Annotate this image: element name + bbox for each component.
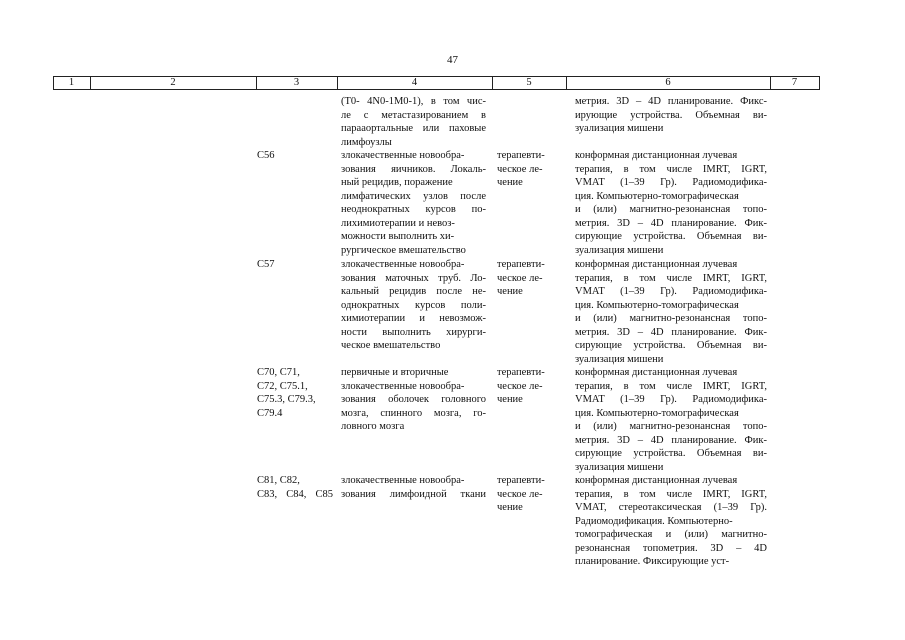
- treatment-method-line: VMAT, стереотаксическая (1–39 Гр).: [575, 502, 767, 514]
- treatment-method-line: терапия, в том числе IMRT, IGRT,: [575, 163, 767, 175]
- treatment-type-line: чение: [497, 177, 523, 189]
- diagnosis-line: злокачественные новообра-: [341, 475, 465, 486]
- treatment-method-line: VMAT (1–39 Гр). Радиомодифика-: [575, 394, 767, 406]
- treatment-method-line: ция. Компьютерно-томографическая: [575, 190, 739, 202]
- diagnosis-line: лимфатических узлов после: [341, 190, 486, 202]
- treatment-type-line: терапевти-: [497, 259, 545, 270]
- treatment-method-line: метрия. 3D – 4D планирование. Фикс-: [575, 96, 767, 107]
- treatment-method-line: терапия, в том числе IMRT, IGRT,: [575, 380, 767, 392]
- header-col-4: 4: [411, 77, 418, 88]
- treatment-method-line: конформная дистанционная лучевая: [575, 150, 738, 161]
- treatment-method-line: конформная дистанционная лучевая: [575, 259, 738, 270]
- diagnosis-line: злокачественные новообра-: [341, 259, 465, 270]
- diagnosis-line: зования лимфоидной ткани: [341, 488, 486, 500]
- diagnosis-line: химиотерапии и невозмож-: [341, 313, 486, 325]
- diagnosis-line: первичные и вторичные: [341, 367, 449, 378]
- treatment-method-line: конформная дистанционная лучевая: [575, 475, 738, 486]
- treatment-method-line: планирование. Фиксирующие уст-: [575, 556, 730, 568]
- treatment-method-line: сирующие устройства. Объемная ви-: [575, 448, 767, 460]
- diagnosis-line: зования оболочек головного: [341, 394, 486, 406]
- treatment-method-line: зуализация мишени: [575, 353, 664, 365]
- treatment-method-line: метрия. 3D – 4D планирование. Фик-: [575, 217, 767, 229]
- treatment-type-line: ческое ле-: [497, 272, 543, 284]
- treatment-method-line: метрия. 3D – 4D планирование. Фик-: [575, 434, 767, 446]
- icd-code-line: C72, C75.1,: [257, 380, 308, 392]
- diagnosis-line: неоднократных курсов по-: [341, 204, 486, 216]
- header-col-6: 6: [665, 77, 671, 88]
- diagnosis-line: парааортальные или паховые: [341, 123, 486, 135]
- icd-code-line: C56: [257, 150, 275, 161]
- treatment-type-line: ческое ле-: [497, 488, 543, 500]
- treatment-method-line: ция. Компьютерно-томографическая: [575, 407, 739, 419]
- diagnosis-line: однократных курсов поли-: [341, 299, 486, 311]
- treatment-method-line: и (или) магнитно-резонансная топо-: [575, 204, 767, 216]
- diagnosis-line: (T0- 4N0-1M0-1), в том чис-: [341, 96, 486, 107]
- header-col-5: 5: [526, 77, 532, 88]
- diagnosis-line: ловного мозга: [341, 421, 405, 433]
- treatment-method-line: и (или) магнитно-резонансная топо-: [575, 313, 767, 325]
- header-col-2: 2: [170, 77, 176, 88]
- diagnosis-line: кальный рецидив после не-: [341, 286, 486, 298]
- header-col-3: 3: [293, 77, 300, 88]
- diagnosis-line: лихимиотерапии и невоз-: [341, 217, 455, 229]
- icd-code-line: C75.3, C79.3,: [257, 394, 316, 406]
- icd-code-line: C57: [257, 259, 275, 270]
- treatment-type-line: терапевти-: [497, 150, 545, 161]
- treatment-method-line: терапия, в том числе IMRT, IGRT,: [575, 272, 767, 284]
- table-header-row: [53, 76, 819, 90]
- diagnosis-line: рургическое вмешательство: [341, 244, 466, 256]
- treatment-type-line: ческое ле-: [497, 380, 543, 392]
- page-number: 47: [447, 54, 458, 66]
- treatment-method-line: и (или) магнитно-резонансная топо-: [575, 421, 767, 433]
- header-col-1: 1: [68, 77, 75, 88]
- diagnosis-line: мозга, спинного мозга, го-: [341, 407, 486, 419]
- diagnosis-line: ческое вмешательство: [341, 340, 441, 352]
- diagnosis-line: ле с метастазированием в: [341, 109, 486, 121]
- icd-code-line: C83, C84, C85: [257, 488, 333, 500]
- treatment-method-line: VMAT (1–39 Гр). Радиомодифика-: [575, 286, 767, 298]
- treatment-method-line: томографическая и (или) магнитно-: [575, 529, 767, 541]
- icd-code-line: C81, C82,: [257, 475, 300, 486]
- treatment-type-line: ческое ле-: [497, 163, 543, 175]
- treatment-method-line: зуализация мишени: [575, 123, 664, 135]
- treatment-method-line: VMAT (1–39 Гр). Радиомодифика-: [575, 177, 767, 189]
- treatment-method-line: зуализация мишени: [575, 461, 664, 473]
- diagnosis-line: зования яичников. Локаль-: [341, 163, 486, 175]
- header-col-7: 7: [791, 77, 798, 88]
- diagnosis-line: ный рецидив, поражение: [341, 177, 453, 189]
- diagnosis-line: ности выполнить хирурги-: [341, 326, 486, 338]
- treatment-method-line: конформная дистанционная лучевая: [575, 367, 738, 378]
- treatment-method-line: ирующие устройства. Объемная ви-: [575, 109, 767, 121]
- treatment-type-line: чение: [497, 394, 523, 406]
- diagnosis-line: злокачественные новообра-: [341, 150, 465, 161]
- treatment-method-line: сирующие устройства. Объемная ви-: [575, 340, 767, 352]
- header-divider: [819, 76, 820, 90]
- treatment-type-line: терапевти-: [497, 367, 545, 378]
- treatment-method-line: метрия. 3D – 4D планирование. Фик-: [575, 326, 767, 338]
- diagnosis-line: злокачественные новообра-: [341, 380, 465, 392]
- icd-code-line: C70, C71,: [257, 367, 300, 378]
- treatment-type-line: чение: [497, 502, 523, 514]
- treatment-method-line: терапия, в том числе IMRT, IGRT,: [575, 488, 767, 500]
- diagnosis-line: лимфоузлы: [341, 136, 392, 148]
- treatment-method-line: зуализация мишени: [575, 244, 664, 256]
- treatment-method-line: резонансная топометрия. 3D – 4D: [575, 542, 767, 554]
- treatment-method-line: ция. Компьютерно-томографическая: [575, 299, 739, 311]
- treatment-type-line: чение: [497, 286, 523, 298]
- treatment-method-line: сирующие устройства. Объемная ви-: [575, 231, 767, 243]
- icd-code-line: C79.4: [257, 407, 283, 419]
- treatment-type-line: терапевти-: [497, 475, 545, 486]
- diagnosis-line: зования маточных труб. Ло-: [341, 272, 486, 284]
- diagnosis-line: можности выполнить хи-: [341, 231, 455, 243]
- treatment-method-line: Радиомодификация. Компьютерно-: [575, 515, 733, 527]
